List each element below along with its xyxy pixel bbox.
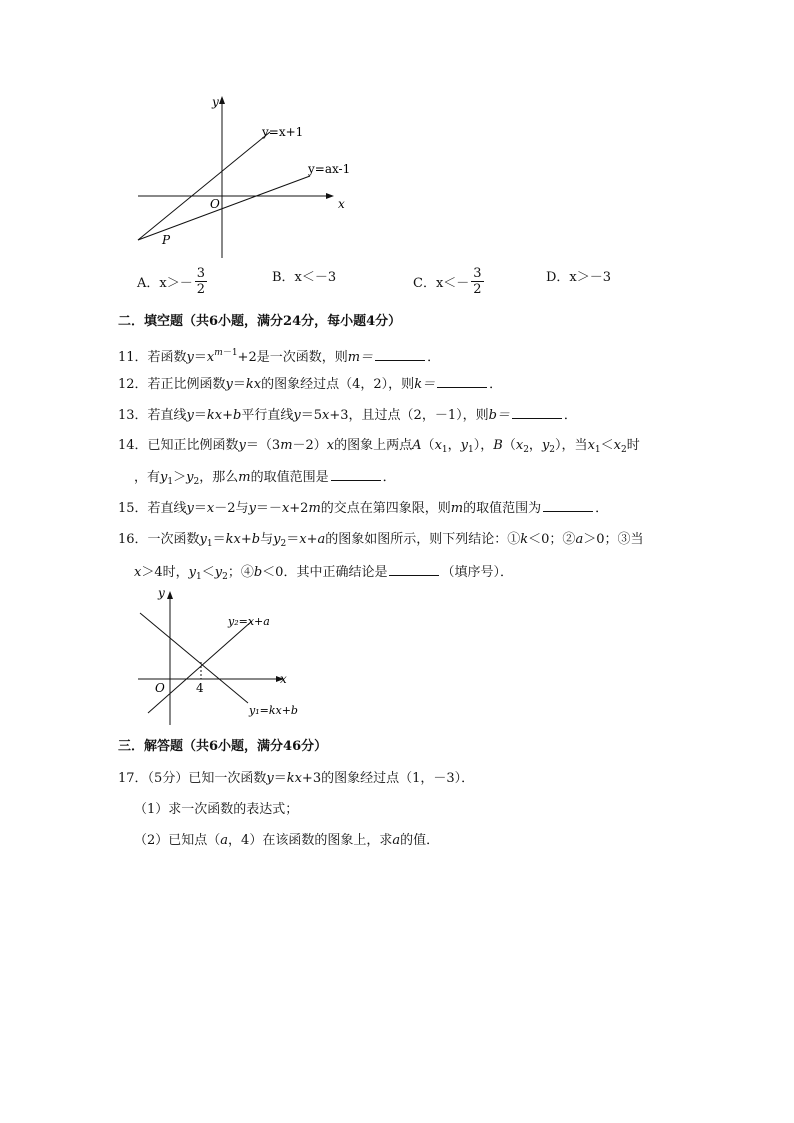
q14-text-line2a: ，有 bbox=[134, 470, 161, 485]
q17-part2-pre: （2）已知点（ bbox=[134, 833, 221, 848]
q13-text-mid1: 平行直线 bbox=[241, 408, 294, 423]
q17-part2-mid: ，4）在该函数的图象上，求 bbox=[228, 833, 393, 848]
q10-option-a-text: x＞－ bbox=[159, 276, 193, 291]
q14-text-when: 时 bbox=[626, 438, 640, 453]
q17-part2-end: 的值． bbox=[400, 833, 440, 848]
q16-answer-blank[interactable] bbox=[389, 563, 439, 576]
figure1-line2-label: y=ax-1 bbox=[308, 162, 351, 176]
q10-option-c-denominator: 2 bbox=[473, 282, 482, 297]
q16-text-pre: 16．一次函数 bbox=[118, 532, 200, 547]
question-17-stem: 17．（5分）已知一次函数y＝kx+3的图象经过点（1，－3）． bbox=[118, 771, 475, 786]
figure1-point-p-label: P bbox=[162, 233, 171, 247]
q14-text-tail: ，当 bbox=[561, 438, 588, 453]
figure2-line-y2-label: y₂=x+a bbox=[228, 615, 270, 628]
question-17-part-1: （1）求一次函数的表达式； bbox=[134, 802, 299, 817]
q10-option-a-denominator: 2 bbox=[196, 282, 206, 297]
figure2-line-y2 bbox=[148, 621, 252, 713]
figure2-tick-4-label: 4 bbox=[196, 681, 204, 695]
figure1-origin-label: O bbox=[210, 197, 220, 211]
q10-option-d bbox=[546, 266, 611, 285]
q14-text-line2c: 的取值范围是 bbox=[250, 470, 329, 485]
q10-option-b-text: B．x＜－3 bbox=[272, 270, 337, 285]
q16-text-mid2: 的图象如图所示，则下列结论：① bbox=[325, 532, 521, 547]
question-17-part-2: （2）已知点（a，4）在该函数的图象上，求a的值． bbox=[134, 833, 440, 848]
question-13: 13．若直线y＝kx+b平行直线y＝5x+3，且过点（2，－1），则b＝ ． bbox=[118, 408, 577, 423]
q14-text-end: ． bbox=[382, 470, 396, 485]
figure1-x-label: x bbox=[338, 197, 345, 211]
q10-option-a-letter: A． bbox=[137, 276, 160, 291]
q11-var-m: m＝ bbox=[347, 350, 374, 365]
q16-text-c1: ＜0；② bbox=[528, 532, 576, 547]
section-2-heading: 二．填空题（共6小题，满分24分，每小题4分） bbox=[118, 314, 402, 329]
q16-text-c2: ＞0；③当 bbox=[583, 532, 644, 547]
question-14-line-1: 14．已知正比例函数y＝（3m－2）x的图象上两点$A(x_1$，$y_1$），$B(x_2$，$y_2$），当$x_1<x_2$时 bbox=[118, 438, 640, 455]
question-12: 12．若正比例函数y＝kx的图象经过点（4，2），则k＝ ． bbox=[118, 377, 503, 392]
q15-answer-blank[interactable] bbox=[543, 499, 593, 512]
q10-option-a-fraction bbox=[195, 266, 207, 297]
q12-text-mid: 的图象经过点（4，2），则 bbox=[261, 377, 415, 392]
question-14-line-2: ，有$y_1>y_2$，那么m的取值范围是 ． bbox=[134, 470, 396, 487]
q13-answer-blank[interactable] bbox=[512, 406, 562, 419]
q11-answer-blank[interactable] bbox=[375, 348, 425, 361]
q10-option-b bbox=[272, 266, 336, 285]
q13-var-b: b＝ bbox=[488, 408, 510, 423]
q12-var-k: k＝ bbox=[414, 377, 436, 392]
q16-text-line2b: ；④ bbox=[227, 565, 254, 580]
q11-text-end: ． bbox=[427, 350, 441, 365]
q16-text-line2d: （填序号）． bbox=[441, 565, 513, 580]
q10-option-d-text: D．x＞－3 bbox=[546, 270, 612, 285]
q11-text-pre: 11．若函数 bbox=[118, 350, 187, 365]
q12-answer-blank[interactable] bbox=[437, 375, 487, 388]
q15-text-end: ． bbox=[595, 501, 609, 516]
figure1-line1-label: y=x+1 bbox=[262, 125, 304, 139]
q10-option-a bbox=[137, 266, 207, 297]
question-11: 11．若函数$y=x^{m-1}+2$是一次函数，则m＝ ． bbox=[118, 348, 441, 365]
q15-text-mid3: 的取值范围为 bbox=[463, 501, 542, 516]
q10-option-c-text: x＜－ bbox=[435, 276, 470, 291]
q14-text-line2b: ，那么 bbox=[199, 470, 239, 485]
q13-text-mid2: ，且过点（2，－1），则 bbox=[348, 408, 489, 423]
figure2-origin-label: O bbox=[155, 681, 165, 695]
q15-text-pre: 15．若直线 bbox=[118, 501, 187, 516]
q10-option-c-fraction bbox=[471, 266, 483, 297]
figure1-line-y-eq-ax-minus-1 bbox=[138, 176, 310, 240]
q16-text-line2c: ＜0．其中正确结论是 bbox=[262, 565, 388, 580]
q13-text-pre: 13．若直线 bbox=[118, 408, 187, 423]
q16-text-mid1: 与 bbox=[260, 532, 274, 547]
figure-1-graph bbox=[130, 90, 360, 260]
q16-text-line2a: ＞4时， bbox=[141, 565, 189, 580]
question-16-line-1: 16．一次函数$y_1=kx+b$与$y_2=x+a$的图象如图所示，则下列结论：①k＜0；②a＞0；③当 bbox=[118, 532, 644, 549]
figure1-x-axis-arrow bbox=[326, 193, 334, 199]
q11-text-post: 是一次函数，则 bbox=[256, 350, 348, 365]
q15-text-mid1: 与 bbox=[235, 501, 249, 516]
q12-text-end: ． bbox=[489, 377, 503, 392]
q17-text-pre: 17．（5分）已知一次函数 bbox=[118, 771, 267, 786]
q14-answer-blank[interactable] bbox=[331, 468, 381, 481]
q13-text-end: ． bbox=[563, 408, 577, 423]
section-3-heading: 三．解答题（共6小题，满分46分） bbox=[118, 739, 328, 754]
figure2-y-label: y bbox=[158, 586, 165, 600]
question-15: 15．若直线y＝x－2与y＝－x+2m的交点在第四象限，则m的取值范围为 ． bbox=[118, 501, 609, 516]
figure2-y-axis-arrow bbox=[167, 591, 173, 599]
q15-text-mid2: 的交点在第四象限，则 bbox=[320, 501, 451, 516]
q12-text-pre: 12．若正比例函数 bbox=[118, 377, 226, 392]
q17-text-post: 的图象经过点（1，－3）． bbox=[321, 771, 475, 786]
figure2-line-y1-label: y₁=kx+b bbox=[249, 704, 298, 717]
q10-option-c-letter: C． bbox=[413, 276, 436, 291]
figure2-x-label: x bbox=[280, 672, 287, 686]
figure-2-graph bbox=[130, 585, 320, 730]
q10-option-c-numerator: 3 bbox=[473, 266, 482, 281]
q10-option-c bbox=[413, 266, 484, 297]
figure1-line-y-eq-x-plus-1 bbox=[138, 132, 270, 240]
q10-option-a-numerator: 3 bbox=[196, 266, 206, 281]
figure1-y-label: y bbox=[212, 95, 219, 109]
figure1-y-axis-arrow bbox=[219, 96, 225, 104]
question-16-line-2: x＞4时，$y_1<y_2$；④b＜0．其中正确结论是 （填序号）． bbox=[134, 565, 513, 582]
q14-text-mid: 的图象上两点 bbox=[334, 438, 413, 453]
q14-text-pre: 14．已知正比例函数 bbox=[118, 438, 239, 453]
